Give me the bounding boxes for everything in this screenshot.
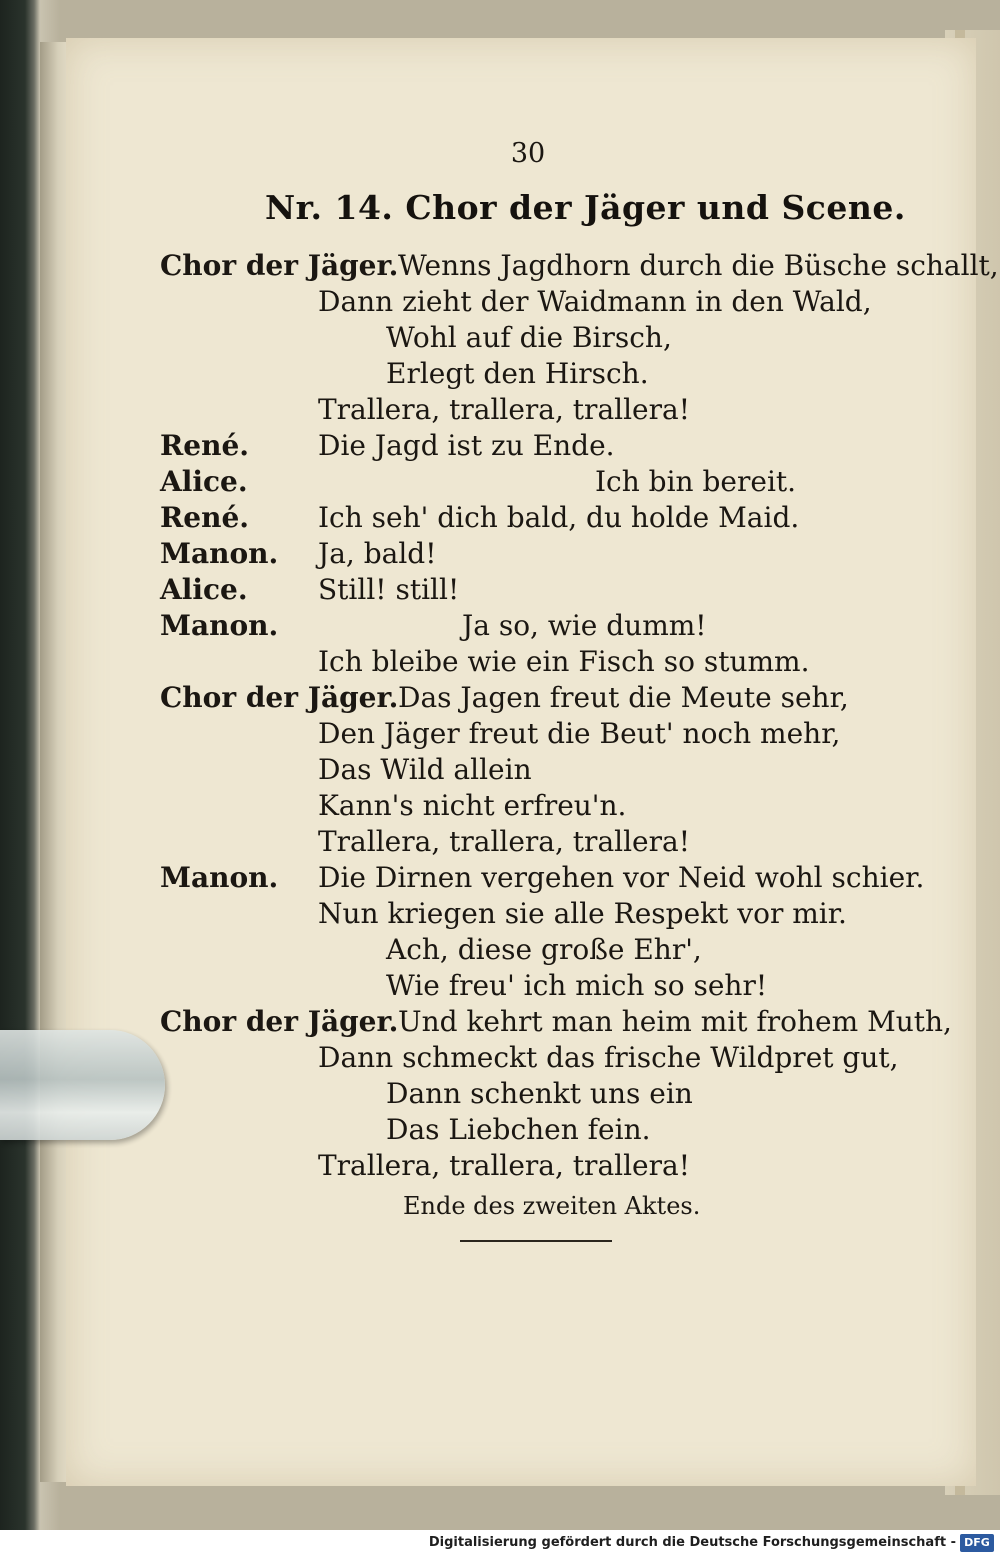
verse-line: Dann schenkt uns ein <box>386 1077 693 1110</box>
speaker-label: René. <box>160 429 250 462</box>
dfg-logo: DFG <box>960 1534 994 1552</box>
end-rule <box>460 1240 612 1242</box>
verse-line: Still! still! <box>318 573 460 606</box>
verse-line: Erlegt den Hirsch. <box>386 357 649 390</box>
verse-line: Ja so, wie dumm! <box>462 609 707 642</box>
verse-line: Wenns Jagdhorn durch die Büsche schallt, <box>398 249 999 282</box>
verse-line: Ich bin bereit. <box>595 465 797 498</box>
verse-line: Ich seh' dich bald, du holde Maid. <box>318 501 800 534</box>
verse-line: Nun kriegen sie alle Respekt vor mir. <box>318 897 847 930</box>
verse-line: Trallera, trallera, trallera! <box>318 825 690 858</box>
speaker-label: Alice. <box>160 573 248 606</box>
speaker-label: Chor der Jäger. <box>160 1005 399 1038</box>
speaker-label: Chor der Jäger. <box>160 681 399 714</box>
verse-line: Wie freu' ich mich so sehr! <box>386 969 768 1002</box>
speaker-label: Chor der Jäger. <box>160 249 399 282</box>
verse-line: Ach, diese große Ehr', <box>386 933 702 966</box>
page-heading: Nr. 14. Chor der Jäger und Scene. <box>265 188 906 227</box>
verse-line: Wohl auf die Birsch, <box>386 321 672 354</box>
verse-line: Kann's nicht erfreu'n. <box>318 789 627 822</box>
verse-line: Die Dirnen vergehen vor Neid wohl schier. <box>318 861 925 894</box>
verse-line: Die Jagd ist zu Ende. <box>318 429 615 462</box>
verse-line: Ich bleibe wie ein Fisch so stumm. <box>318 645 810 678</box>
verse-line: Trallera, trallera, trallera! <box>318 1149 690 1182</box>
book-clip <box>0 1030 165 1140</box>
speaker-label: René. <box>160 501 250 534</box>
funding-note: Digitalisierung gefördert durch die Deutsche Forschungsgemeinschaft - <box>428 1535 956 1550</box>
act-end-note: Ende des zweiten Aktes. <box>403 1192 701 1220</box>
page-number: 30 <box>510 138 546 169</box>
verse-line: Das Jagen freut die Meute sehr, <box>398 681 849 714</box>
speaker-label: Alice. <box>160 465 248 498</box>
verse-line: Ja, bald! <box>318 537 437 570</box>
digitization-footer <box>0 1530 1000 1557</box>
speaker-label: Manon. <box>160 609 279 642</box>
show-through-text <box>790 350 798 388</box>
speaker-label: Manon. <box>160 861 279 894</box>
verse-line: Dann zieht der Waidmann in den Wald, <box>318 285 872 318</box>
verse-line: Dann schmeckt das frische Wildpret gut, <box>318 1041 899 1074</box>
verse-line: Das Liebchen fein. <box>386 1113 651 1146</box>
speaker-label: Manon. <box>160 537 279 570</box>
verse-line: Den Jäger freut die Beut' noch mehr, <box>318 717 841 750</box>
verse-line: Trallera, trallera, trallera! <box>318 393 690 426</box>
verse-line: Und kehrt man heim mit frohem Muth, <box>398 1005 952 1038</box>
verse-line: Das Wild allein <box>318 753 532 786</box>
